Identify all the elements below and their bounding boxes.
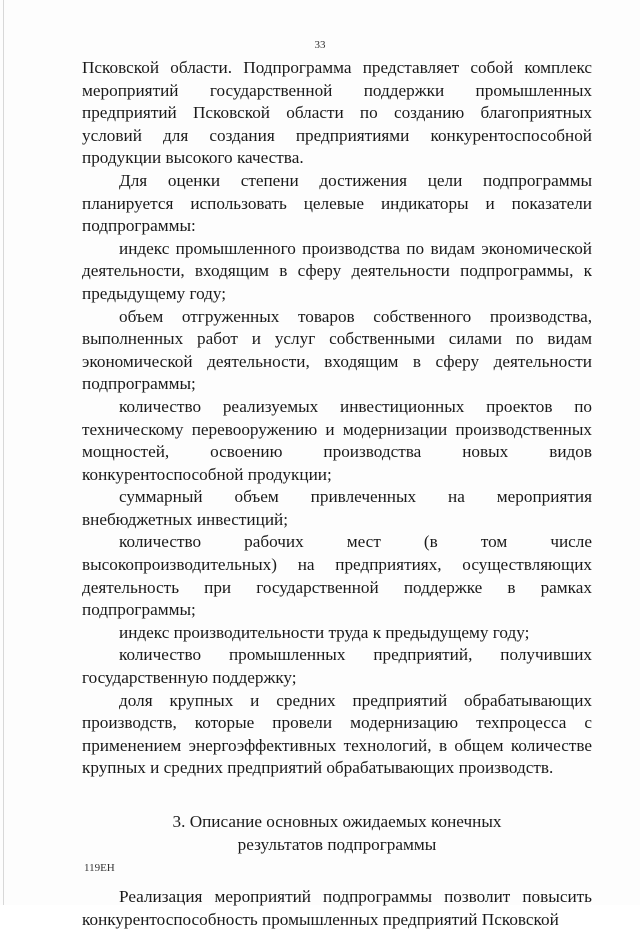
paragraph-indicators-intro: Для оценки степени достижения цели подпрограммы планируется использовать целевые индикаторы и показатели подпрограммы: bbox=[82, 170, 592, 236]
paragraph-intro-continuation: Псковской области. Подпрограмма представляет собой комплекс мероприятий государственной поддержки промышленных предприятий Псковской области по созданию благоприятных условий для создания предприятиями конкурентоспособной продукции высокого качества. bbox=[82, 58, 592, 168]
section-heading bbox=[82, 810, 592, 856]
indicator-jobs-count: количество рабочих мест (в том числе высокопроизводительных) на предприятиях, осуществляющих деятельность при государственной поддержке в рамках подпрограммы; bbox=[82, 532, 592, 620]
section-heading-line-2: результатов подпрограммы bbox=[237, 835, 437, 854]
paragraph-expected-results: Реализация мероприятий подпрограммы позволит повысить конкурентоспособность промышленных предприятий Псковской bbox=[82, 887, 592, 929]
indicator-supported-enterprises-count: количество промышленных предприятий, получивших государственную поддержку; bbox=[82, 645, 592, 688]
indicator-investment-projects-count: количество реализуемых инвестиционных проектов по техническому перевооружению и модернизации производственных мощностей, освоению производства новых видов конкурентоспособной продукции; bbox=[82, 396, 592, 484]
indicator-industrial-production-index: индекс промышленного производства по видам экономической деятельности, входящим в сферу деятельности подпрограммы, к предыдущему году; bbox=[82, 238, 592, 303]
page-number: 33 bbox=[314, 39, 326, 51]
indicator-modernized-enterprises-share: доля крупных и средних предприятий обрабатывающих производств, которые провели модернизацию техпроцесса с применением энергоэффективных технологий, в общем количестве крупных и средних предприятий обрабатывающих производств. bbox=[82, 690, 592, 778]
indicator-labor-productivity-index: индекс производительности труда к предыдущему году; bbox=[119, 622, 530, 642]
indicator-shipped-goods-volume: объем отгруженных товаров собственного производства, выполненных работ и услуг собственными силами по видам экономической деятельности, входящим в сферу деятельности подпрограммы; bbox=[82, 306, 592, 394]
page-body bbox=[82, 57, 592, 931]
footer-document-code: 119ЕН bbox=[84, 862, 115, 874]
indicator-extrabudgetary-investments: суммарный объем привлеченных на мероприятия внебюджетных инвестиций; bbox=[82, 487, 592, 529]
scan-edge bbox=[3, 0, 4, 905]
section-heading-line-1: 3. Описание основных ожидаемых конечных bbox=[172, 812, 502, 831]
